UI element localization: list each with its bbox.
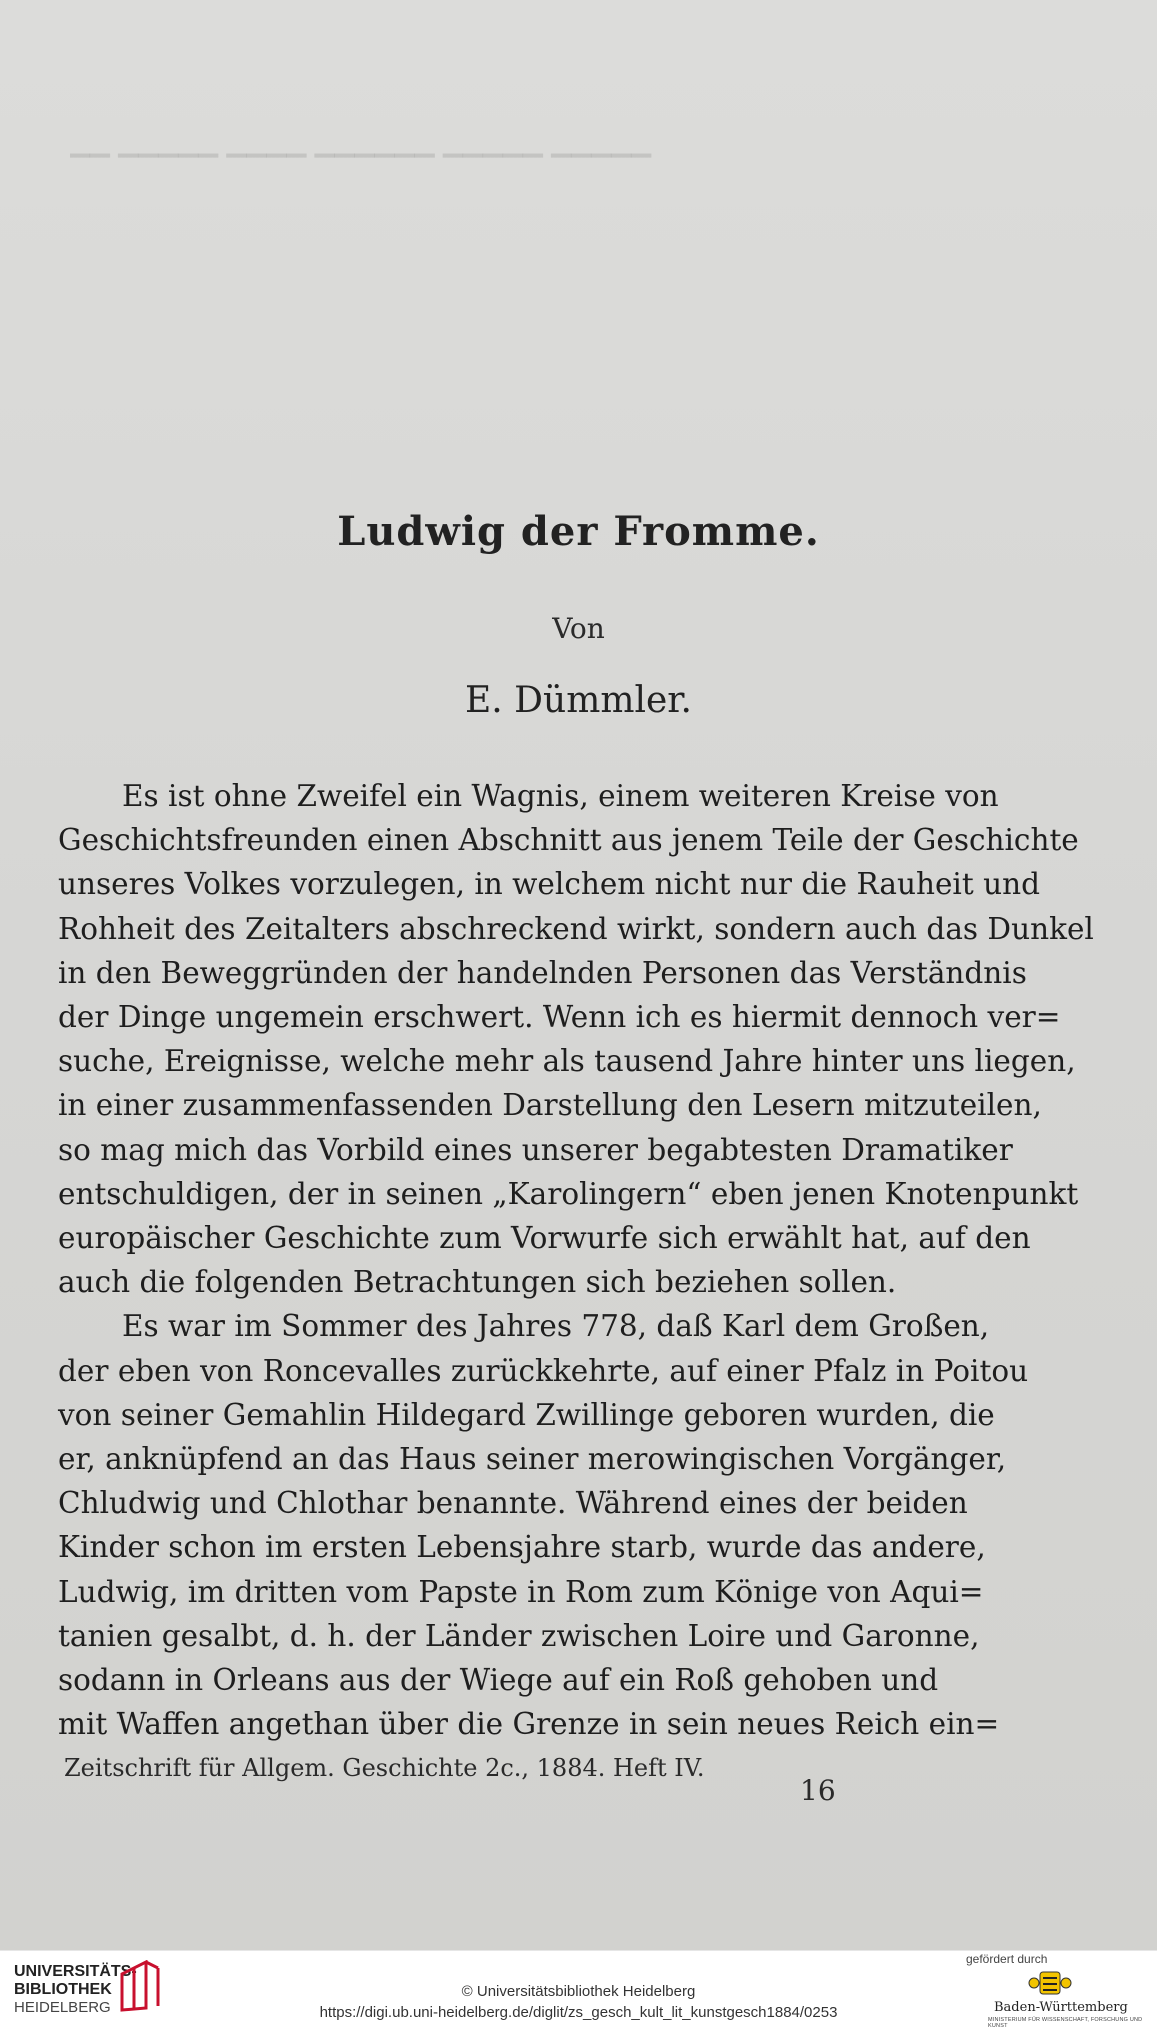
article-body bbox=[58, 774, 1098, 1746]
text-line: der eben von Roncevalles zurückkehrte, auf einer Pfalz in Poitou bbox=[58, 1353, 1029, 1388]
text-line: der Dinge ungemein erschwert. Wenn ich es hiermit dennoch ver= bbox=[58, 1000, 1061, 1035]
byline: Von bbox=[552, 612, 605, 645]
page-number: 16 bbox=[800, 1774, 836, 1807]
text-line: sodann in Orleans aus der Wiege auf ein Roß gehoben und bbox=[58, 1663, 939, 1698]
text-line: Geschichtsfreunden einen Abschnitt aus jenem Teile der Geschichte bbox=[58, 823, 1079, 858]
text-line: Es war im Sommer des Jahres 778, daß Karl dem Großen, bbox=[122, 1309, 990, 1344]
text-line: mit Waffen angethan über die Grenze in sein neues Reich ein= bbox=[58, 1707, 1000, 1742]
text-line: europäischer Geschichte zum Vorwurfe sich erwählt hat, auf den bbox=[58, 1221, 1031, 1256]
copyright-notice: © Universitätsbibliothek Heidelberg bbox=[461, 1983, 696, 2000]
text-line: Chludwig und Chlothar benannte. Während eines der beiden bbox=[58, 1486, 968, 1521]
text-line: in den Beweggründen der handelnden Personen das Verständnis bbox=[58, 955, 1027, 990]
text-line: Es ist ohne Zweifel ein Wagnis, einem weiteren Kreise von bbox=[122, 779, 999, 813]
text-line: von seiner Gemahlin Hildegard Zwillinge geboren wurden, die bbox=[58, 1397, 995, 1432]
text-line: tanien gesalbt, d. h. der Länder zwischen Loire und Garonne, bbox=[58, 1618, 980, 1653]
text-line: Ludwig, im dritten vom Papste in Rom zum Könige von Aqui= bbox=[58, 1574, 984, 1609]
text-line: Rohheit des Zeitalters abschreckend wirkt, sondern auch das Dunkel bbox=[58, 911, 1094, 946]
text-line: Kinder schon im ersten Lebensjahre starb, wurde das andere, bbox=[58, 1530, 986, 1565]
text-line: auch die folgenden Betrachtungen sich beziehen sollen. bbox=[58, 1265, 897, 1300]
sponsor-name: Baden-Württemberg bbox=[994, 2000, 1128, 2015]
permalink-url[interactable]: https://digi.ub.uni-heidelberg.de/diglit/zs_gesch_kult_lit_kunstgesch1884/0253 bbox=[319, 2004, 838, 2021]
coat-of-arms-icon bbox=[1028, 1968, 1072, 1998]
author-name: E. Dümmler. bbox=[464, 680, 692, 721]
text-line: in einer zusammenfassenden Darstellung den Lesern mitzuteilen, bbox=[58, 1088, 1042, 1123]
sponsor-subtitle: MINISTERIUM FÜR WISSENSCHAFT, FORSCHUNG UND KUNST bbox=[988, 2017, 1143, 2029]
funded-by-label: gefördert durch bbox=[966, 1952, 1048, 1966]
text-line: so mag mich das Vorbild eines unserer begabtesten Dramatiker bbox=[58, 1132, 1013, 1167]
text-line: suche, Ereignisse, welche mehr als tausend Jahre hinter uns liegen, bbox=[58, 1044, 1076, 1079]
text-line: unseres Volkes vorzulegen, in welchem nicht nur die Rauheit und bbox=[58, 867, 1040, 902]
library-city: HEIDELBERG bbox=[14, 1999, 111, 2016]
text-line: entschuldigen, der in seinen „Karolingern“ eben jenen Knotenpunkt bbox=[58, 1176, 1079, 1211]
text-line: er, anknüpfend an das Haus seiner merowingischen Vorgänger, bbox=[58, 1442, 1007, 1477]
bleed-through: ▔▔ ▔▔▔▔▔ ▔▔▔▔ ▔▔▔▔▔▔ ▔▔▔▔▔ ▔▔▔▔▔ bbox=[70, 155, 652, 185]
journal-citation: Zeitschrift für Allgem. Geschichte 2c., 1884. Heft IV. bbox=[64, 1754, 705, 1782]
article-title: Ludwig der Fromme. bbox=[337, 508, 820, 555]
library-name-line-2: BIBLIOTHEK bbox=[14, 1981, 112, 1998]
library-name-line-1: UNIVERSITÄTS- bbox=[14, 1963, 137, 1980]
